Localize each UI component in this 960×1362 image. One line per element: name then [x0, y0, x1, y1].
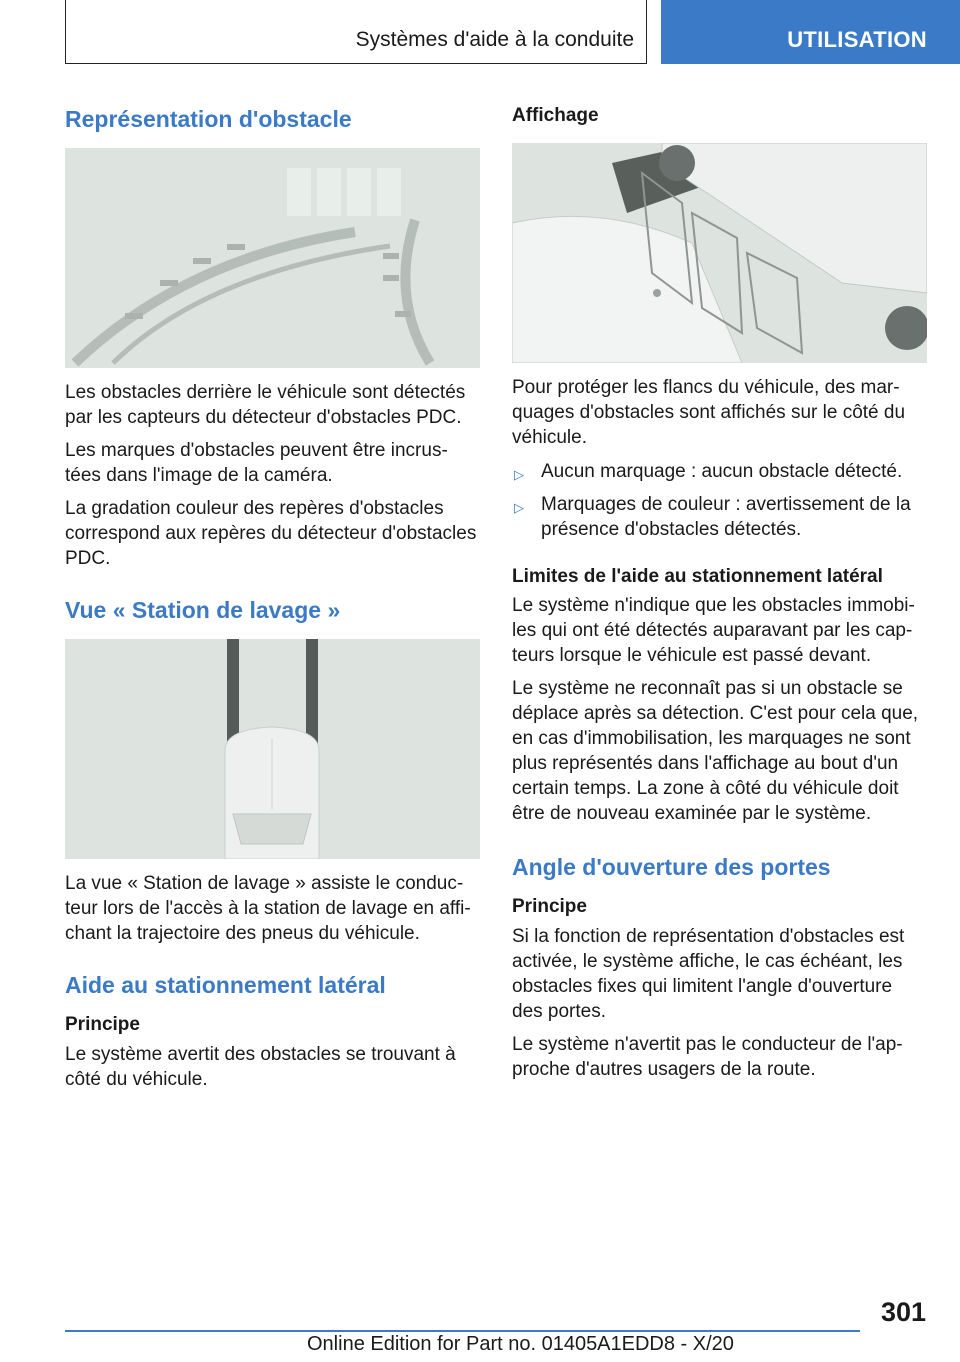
- triangle-bullet-icon: ▷: [514, 467, 524, 482]
- running-header: [65, 0, 647, 64]
- section-title: Systèmes d'aide à la conduite: [355, 28, 634, 51]
- paragraph: Si la fonction de représentation d'obstacles est activée, le système affiche, le cas échéant, les obstacles fixes qui limitent l'angle d'ouverture des portes.: [512, 926, 905, 1022]
- footer-rule: [65, 1330, 860, 1332]
- paragraph: La gradation couleur des repères d'obstacles correspond aux repères du détecteur d'obstacles PDC.: [65, 498, 477, 569]
- side-parking-figure: [512, 143, 927, 363]
- bullet-list: [512, 459, 927, 542]
- subheading-affichage: Affichage: [512, 105, 599, 126]
- heading-angle-ouverture: Angle d'ouverture des portes: [512, 854, 831, 880]
- right-column: [512, 100, 927, 1082]
- list-item: ▷ Marquages de couleur : avertissement de la présence d'obstacles détectés.: [514, 494, 911, 540]
- list-item: ▷ Aucun marquage : aucun obstacle détecté.: [512, 459, 927, 484]
- chapter-tab-label: UTILISATION: [787, 27, 927, 52]
- left-column: [65, 100, 480, 1092]
- subheading-principe: Principe: [65, 1014, 140, 1035]
- paragraph: Le système n'indique que les obstacles immobi-les qui ont été détectés auparavant par les cap-teurs lorsque le véhicule est passé devant.: [512, 595, 915, 666]
- subheading-limites: Limites de l'aide au stationnement latéral: [512, 566, 883, 587]
- heading-representation: Représentation d'obstacle: [65, 106, 352, 132]
- paragraph: Les obstacles derrière le véhicule sont détectés par les capteurs du détecteur d'obstacles PDC.: [65, 382, 466, 428]
- car-wash-figure: [65, 639, 480, 859]
- heading-station-lavage: Vue « Station de lavage »: [65, 597, 341, 623]
- triangle-bullet-icon: ▷: [514, 500, 524, 515]
- page-number: 301: [880, 1297, 926, 1327]
- chapter-tab: [661, 0, 960, 64]
- paragraph: La vue « Station de lavage » assiste le conduc-teur lors de l'accès à la station de lavage en affi-chant la trajectoire des pneus du véhicule.: [65, 873, 471, 944]
- paragraph: Pour protéger les flancs du véhicule, des mar-quages d'obstacles sont affichés sur le côté du véhicule.: [512, 377, 906, 448]
- edition-text: Online Edition for Part no. 01405A1EDD8 - X/20: [307, 1333, 734, 1355]
- paragraph: Le système n'avertit pas le conducteur de l'ap-proche d'autres usagers de la route.: [512, 1034, 903, 1080]
- paragraph: Le système ne reconnaît pas si un obstacle se déplace après sa détection. C'est pour cela que, en cas d'immobilisation, les marquages ne sont plus représentés dans l'affichage au bout d'un certain temps. La zone à côté du véhicule doit être de nouveau examinée par le système.: [512, 678, 919, 824]
- paragraph: Le système avertit des obstacles se trouvant à côté du véhicule.: [65, 1044, 456, 1090]
- paragraph: Les marques d'obstacles peuvent être incrus-tées dans l'image de la caméra.: [65, 440, 448, 486]
- obstacle-camera-figure: [65, 148, 480, 368]
- heading-aide-stationnement: Aide au stationnement latéral: [65, 972, 386, 998]
- subheading-principe: Principe: [512, 896, 587, 917]
